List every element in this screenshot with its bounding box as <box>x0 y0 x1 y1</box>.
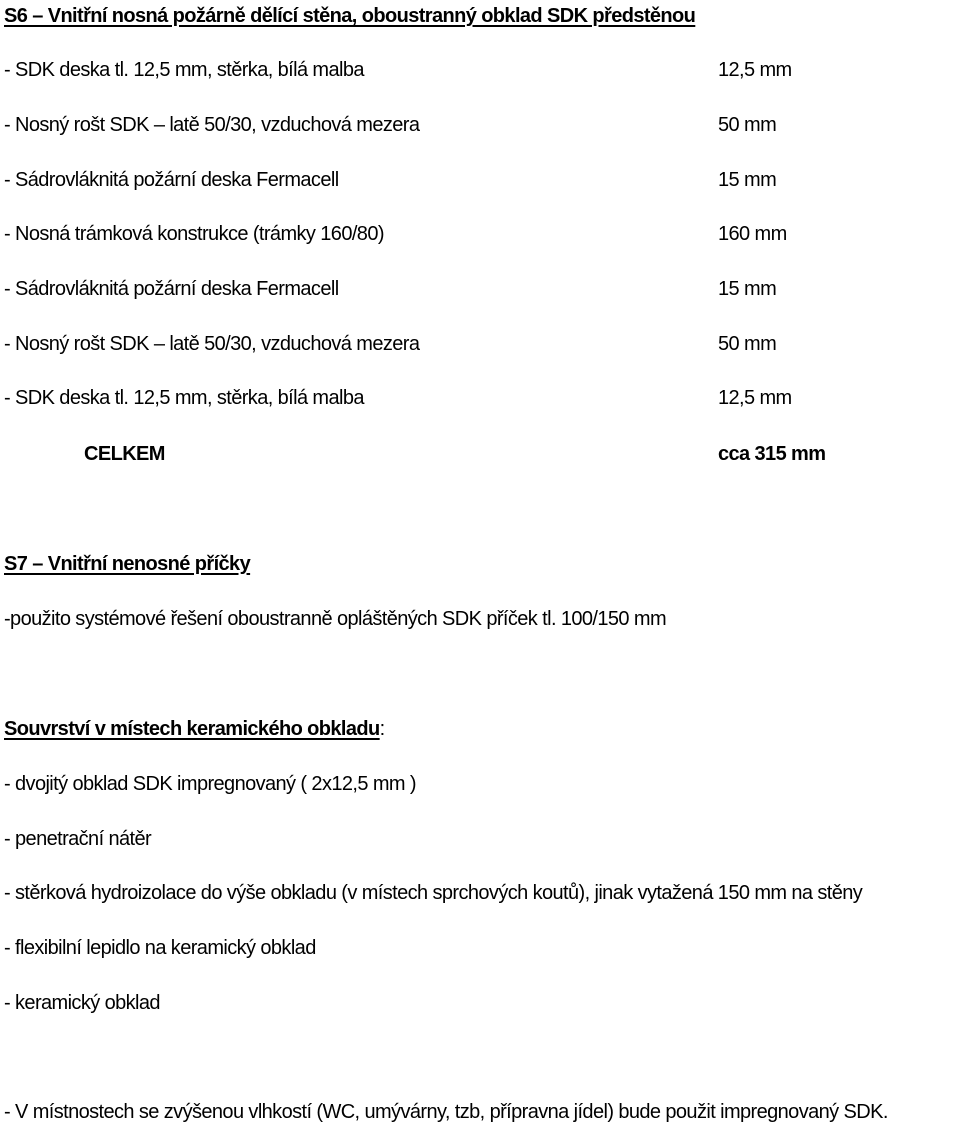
s6-total-label: CELKEM <box>84 443 165 465</box>
s6-layer-value: 15 mm <box>718 169 777 191</box>
s6-layer-row <box>4 386 944 410</box>
s6-layer-label: - SDK deska tl. 12,5 mm, stěrka, bílá malba <box>4 387 364 409</box>
s6-layer-label: - SDK deska tl. 12,5 mm, stěrka, bílá malba <box>4 59 364 81</box>
s6-layer-label: - Sádrovláknitá požární deska Fermacell <box>4 169 339 191</box>
s6-layer-value: 12,5 mm <box>718 387 792 409</box>
s6-layer-label: - Sádrovláknitá požární deska Fermacell <box>4 278 339 300</box>
s6-layer-label: - Nosný rošt SDK – latě 50/30, vzduchová mezera <box>4 333 420 355</box>
s6-layer-label: - Nosný rošt SDK – latě 50/30, vzduchová mezera <box>4 114 420 136</box>
s6-layer-label: - Nosná trámková konstrukce (trámky 160/80) <box>4 223 384 245</box>
s6-total-value: cca 315 mm <box>718 443 826 465</box>
s6-heading: S6 – Vnitřní nosná požárně dělící stěna, oboustranný obklad SDK předstěnou <box>4 5 696 27</box>
s6-layer-row <box>4 332 944 356</box>
ceramic-item: - flexibilní lepidlo na keramický obklad <box>4 937 316 959</box>
s6-total-row <box>4 442 944 466</box>
s6-layer-value: 12,5 mm <box>718 59 792 81</box>
s6-layer-row <box>4 113 944 137</box>
ceramic-item: - dvojitý obklad SDK impregnovaný ( 2x12,5 mm ) <box>4 773 416 795</box>
s7-text: -použito systémové řešení oboustranně opláštěných SDK příček tl. 100/150 mm <box>4 608 667 630</box>
s6-layer-row <box>4 222 944 246</box>
s6-layer-value: 160 mm <box>718 223 787 245</box>
ceramic-item: - stěrková hydroizolace do výše obkladu (v místech sprchových koutů), jinak vytažená 150 mm na stěny <box>4 882 863 904</box>
s6-layer-row <box>4 277 944 301</box>
s6-layer-value: 50 mm <box>718 114 777 136</box>
s7-heading: S7 – Vnitřní nenosné příčky <box>4 553 251 575</box>
ceramic-heading <box>4 717 385 741</box>
humidity-note: - V místnostech se zvýšenou vlhkostí (WC, umývárny, tzb, přípravna jídel) bude použit impregnovaný SDK. <box>4 1101 888 1123</box>
s6-layer-row <box>4 168 944 192</box>
s6-layer-value: 50 mm <box>718 333 777 355</box>
s6-layer-row <box>4 58 944 82</box>
ceramic-heading-text: Souvrství v místech keramického obkladu <box>4 718 380 740</box>
s6-layer-value: 15 mm <box>718 278 777 300</box>
ceramic-heading-colon: : <box>379 718 385 740</box>
ceramic-item: - keramický obklad <box>4 992 160 1014</box>
ceramic-item: - penetrační nátěr <box>4 828 152 850</box>
